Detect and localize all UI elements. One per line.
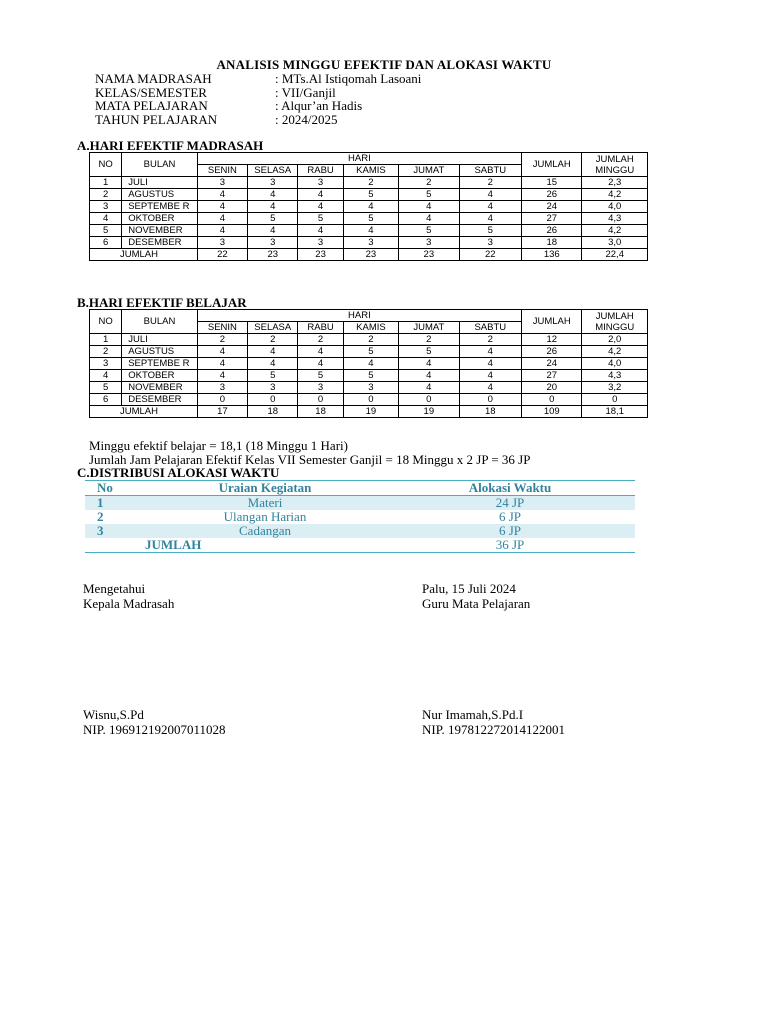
mengetahui-label: Mengetahui — [83, 581, 146, 596]
cell-day: 4 — [459, 346, 522, 358]
cell-day: 2 — [459, 334, 522, 346]
dist-no: 3 — [85, 524, 145, 538]
cell-no: 2 — [90, 346, 122, 358]
dist-alokasi: 6 JP — [385, 524, 635, 538]
distribusi-alokasi-table — [85, 480, 635, 553]
total-day: 22 — [459, 249, 522, 261]
cell-day: 4 — [248, 189, 298, 201]
guru-nip: NIP. 197812272014122001 — [422, 722, 566, 737]
header-jumlah-minggu: JUMLAH MINGGU — [582, 310, 648, 334]
dist-no: 2 — [97, 509, 104, 524]
cell-minggu: 4,2 — [582, 189, 648, 201]
cell-jumlah: 15 — [522, 177, 582, 189]
info-value: : VII/Ganjil — [275, 84, 336, 100]
cell-minggu: 4,3 — [582, 370, 648, 382]
signature-right — [422, 581, 530, 611]
total-label: JUMLAH — [90, 406, 198, 418]
header-day: JUMAT — [399, 322, 459, 334]
header-bulan: BULAN — [122, 310, 198, 334]
total-day: 19 — [399, 406, 459, 418]
cell-day: 5 — [459, 225, 522, 237]
dist-total-alokasi: 36 JP — [385, 538, 635, 553]
header-day: RABU — [298, 165, 343, 177]
cell-day: 4 — [197, 189, 247, 201]
cell-jumlah: 20 — [522, 382, 582, 394]
table-row — [90, 382, 648, 394]
cell-bulan: AGUSTUS — [122, 346, 198, 358]
cell-no: 6 — [90, 237, 122, 249]
dist-row — [85, 496, 635, 511]
cell-day: 2 — [399, 177, 459, 189]
place-date: Palu, 15 Juli 2024 — [422, 581, 516, 596]
table-row — [90, 177, 648, 189]
info-value: : 2024/2025 — [275, 111, 338, 127]
cell-day: 4 — [197, 213, 247, 225]
table-row — [90, 346, 648, 358]
cell-day: 4 — [197, 201, 247, 213]
cell-day: 4 — [459, 370, 522, 382]
table-row — [90, 370, 648, 382]
cell-day: 3 — [197, 177, 247, 189]
cell-bulan: DESEMBER — [122, 237, 198, 249]
cell-bulan: OKTOBER — [122, 370, 198, 382]
cell-bulan: SEPTEMBE R — [122, 358, 198, 370]
dist-row — [85, 510, 635, 524]
kepala-nip: NIP. 196912192007011028 — [83, 722, 226, 737]
cell-day: 3 — [248, 177, 298, 189]
header-day: SENIN — [197, 165, 247, 177]
header-day: SELASA — [248, 322, 298, 334]
cell-day: 5 — [298, 370, 343, 382]
dist-kegiatan: Ulangan Harian — [223, 509, 307, 524]
cell-no: 1 — [90, 334, 122, 346]
cell-jumlah: 0 — [522, 394, 582, 406]
cell-jumlah: 26 — [522, 189, 582, 201]
header-bulan: BULAN — [122, 153, 198, 177]
cell-day: 5 — [343, 370, 398, 382]
cell-jumlah: 24 — [522, 358, 582, 370]
total-day: 23 — [298, 249, 343, 261]
cell-minggu: 0 — [582, 394, 648, 406]
header-day: SABTU — [459, 165, 522, 177]
cell-day: 4 — [399, 213, 459, 225]
cell-day: 4 — [399, 370, 459, 382]
cell-day: 4 — [197, 346, 247, 358]
total-jumlah: 109 — [522, 406, 582, 418]
cell-day: 5 — [343, 213, 398, 225]
table-row — [90, 394, 648, 406]
cell-minggu: 2,3 — [582, 177, 648, 189]
dist-kegiatan: Cadangan — [145, 524, 385, 538]
cell-day: 0 — [248, 394, 298, 406]
table-row — [90, 189, 648, 201]
total-day: 17 — [197, 406, 247, 418]
cell-bulan: JULI — [122, 177, 198, 189]
signature-left-name — [83, 707, 226, 737]
cell-day: 4 — [197, 370, 247, 382]
cell-no: 3 — [90, 201, 122, 213]
section-c-title: C.DISTRIBUSI ALOKASI WAKTU — [77, 465, 280, 480]
dist-total-row — [85, 538, 635, 553]
kepala-madrasah-label: Kepala Madrasah — [83, 596, 175, 611]
jumlah-jam-note: Jumlah Jam Pelajaran Efektif Kelas VII Semester Ganjil = 18 Minggu x 2 JP = 36 JP — [89, 452, 531, 467]
header-day: KAMIS — [343, 165, 398, 177]
document-title: ANALISIS MINGGU EFEKTIF DAN ALOKASI WAKTU — [216, 57, 552, 72]
dist-total-spacer — [85, 538, 145, 553]
cell-jumlah: 18 — [522, 237, 582, 249]
cell-jumlah: 12 — [522, 334, 582, 346]
cell-no: 4 — [90, 213, 122, 225]
cell-day: 4 — [197, 225, 247, 237]
cell-day: 2 — [197, 334, 247, 346]
cell-jumlah: 24 — [522, 201, 582, 213]
cell-day: 5 — [248, 370, 298, 382]
cell-day: 4 — [459, 382, 522, 394]
dist-alokasi: 6 JP — [498, 509, 522, 524]
header-no: NO — [90, 153, 122, 177]
info-label: MATA PELAJARAN — [95, 98, 208, 113]
dist-alokasi: 24 JP — [385, 496, 635, 511]
header-jumlah: JUMLAH — [522, 153, 582, 177]
total-day: 22 — [197, 249, 247, 261]
cell-day: 4 — [298, 225, 343, 237]
info-value: : Alqur’an Hadis — [275, 98, 363, 113]
cell-day: 3 — [248, 237, 298, 249]
cell-day: 5 — [298, 213, 343, 225]
cell-no: 2 — [90, 189, 122, 201]
cell-day: 2 — [343, 334, 398, 346]
total-label: JUMLAH — [90, 249, 198, 261]
cell-no: 4 — [90, 370, 122, 382]
cell-day: 3 — [343, 382, 398, 394]
cell-day: 5 — [399, 346, 459, 358]
dist-row — [85, 524, 635, 538]
cell-bulan: NOVEMBER — [122, 225, 198, 237]
cell-minggu: 4,2 — [582, 346, 648, 358]
minggu-efektif-note: Minggu efektif belajar = 18,1 (18 Minggu 1 Hari) — [89, 438, 348, 453]
cell-day: 4 — [298, 189, 343, 201]
header-no: NO — [90, 310, 122, 334]
cell-day: 4 — [459, 201, 522, 213]
info-label: NAMA MADRASAH — [95, 71, 212, 86]
cell-day: 2 — [343, 177, 398, 189]
cell-no: 5 — [90, 382, 122, 394]
cell-day: 4 — [459, 358, 522, 370]
total-day: 18 — [459, 406, 522, 418]
cell-day: 4 — [298, 201, 343, 213]
cell-day: 3 — [298, 237, 343, 249]
section-b-title: B.HARI EFEKTIF BELAJAR — [77, 295, 247, 310]
cell-day: 4 — [298, 358, 343, 370]
header-jumlah: JUMLAH — [522, 310, 582, 334]
cell-day: 4 — [343, 358, 398, 370]
info-label: TAHUN PELAJARAN — [95, 111, 218, 127]
info-row-kelas — [95, 86, 421, 100]
total-day: 23 — [399, 249, 459, 261]
cell-jumlah: 26 — [522, 346, 582, 358]
cell-day: 4 — [343, 201, 398, 213]
info-label: KELAS/SEMESTER — [95, 84, 207, 100]
total-row — [90, 406, 648, 418]
cell-bulan: AGUSTUS — [122, 189, 198, 201]
cell-bulan: JULI — [122, 334, 198, 346]
cell-day: 5 — [399, 225, 459, 237]
cell-day: 4 — [399, 201, 459, 213]
cell-day: 5 — [343, 189, 398, 201]
total-day: 23 — [343, 249, 398, 261]
cell-day: 2 — [459, 177, 522, 189]
cell-jumlah: 27 — [522, 213, 582, 225]
info-value: : MTs.Al Istiqomah Lasoani — [275, 71, 422, 86]
cell-day: 4 — [248, 358, 298, 370]
table-row — [90, 201, 648, 213]
cell-day: 4 — [399, 358, 459, 370]
cell-day: 2 — [298, 334, 343, 346]
cell-day: 4 — [248, 225, 298, 237]
cell-day: 4 — [343, 225, 398, 237]
cell-day: 3 — [197, 237, 247, 249]
guru-label: Guru Mata Pelajaran — [422, 596, 531, 611]
section-a-title: A.HARI EFEKTIF MADRASAH — [77, 138, 264, 153]
cell-day: 2 — [399, 334, 459, 346]
hari-efektif-belajar-table — [89, 309, 648, 418]
total-day: 23 — [248, 249, 298, 261]
cell-day: 0 — [343, 394, 398, 406]
cell-day: 5 — [248, 213, 298, 225]
dist-header-row — [85, 481, 635, 496]
cell-minggu: 3,2 — [582, 382, 648, 394]
cell-day: 3 — [459, 237, 522, 249]
signature-left — [83, 581, 174, 611]
total-day: 18 — [298, 406, 343, 418]
cell-day: 3 — [298, 382, 343, 394]
cell-bulan: NOVEMBER — [122, 382, 198, 394]
total-jumlah: 136 — [522, 249, 582, 261]
cell-day: 4 — [459, 213, 522, 225]
dist-header-alokasi: Alokasi Waktu — [385, 481, 635, 496]
identity-block — [95, 72, 421, 126]
cell-day: 4 — [399, 382, 459, 394]
table-row — [90, 358, 648, 370]
cell-day: 0 — [197, 394, 247, 406]
hari-efektif-madrasah-table — [89, 152, 648, 261]
header-hari: HARI — [197, 153, 521, 165]
cell-day: 0 — [298, 394, 343, 406]
table-row — [90, 237, 648, 249]
dist-no: 1 — [85, 496, 145, 511]
header-day: SABTU — [459, 322, 522, 334]
header-day: SENIN — [197, 322, 247, 334]
table-row — [90, 225, 648, 237]
cell-day: 4 — [459, 189, 522, 201]
cell-minggu: 4,2 — [582, 225, 648, 237]
kepala-name: Wisnu,S.Pd — [83, 707, 144, 722]
info-row-madrasah — [95, 72, 421, 86]
dist-kegiatan: Materi — [145, 496, 385, 511]
cell-no: 1 — [90, 177, 122, 189]
cell-bulan: OKTOBER — [122, 213, 198, 225]
dist-total-label: JUMLAH — [145, 538, 385, 553]
total-day: 19 — [343, 406, 398, 418]
cell-day: 0 — [399, 394, 459, 406]
info-row-mapel — [95, 99, 421, 113]
cell-day: 3 — [298, 177, 343, 189]
cell-bulan: DESEMBER — [122, 394, 198, 406]
total-row — [90, 249, 648, 261]
cell-minggu: 2,0 — [582, 334, 648, 346]
cell-day: 5 — [343, 346, 398, 358]
cell-minggu: 4,3 — [582, 213, 648, 225]
cell-day: 5 — [399, 189, 459, 201]
cell-day: 4 — [197, 358, 247, 370]
header-row — [90, 310, 648, 322]
header-hari: HARI — [197, 310, 521, 322]
cell-jumlah: 26 — [522, 225, 582, 237]
cell-minggu: 3,0 — [582, 237, 648, 249]
cell-bulan: SEPTEMBE R — [122, 201, 198, 213]
cell-day: 3 — [248, 382, 298, 394]
header-day: RABU — [298, 322, 343, 334]
dist-header-no: No — [85, 481, 145, 496]
cell-jumlah: 27 — [522, 370, 582, 382]
cell-day: 3 — [399, 237, 459, 249]
cell-day: 4 — [298, 346, 343, 358]
header-day: JUMAT — [399, 165, 459, 177]
cell-day: 4 — [248, 346, 298, 358]
cell-minggu: 4,0 — [582, 358, 648, 370]
cell-day: 0 — [459, 394, 522, 406]
header-day: SELASA — [248, 165, 298, 177]
cell-day: 3 — [343, 237, 398, 249]
cell-no: 6 — [90, 394, 122, 406]
table-row — [90, 213, 648, 225]
cell-day: 4 — [248, 201, 298, 213]
header-day: KAMIS — [343, 322, 398, 334]
header-jumlah-minggu: JUMLAH MINGGU — [582, 153, 648, 177]
guru-name: Nur Imamah,S.Pd.I — [422, 707, 524, 722]
table-row — [90, 334, 648, 346]
dist-header-kegiatan: Uraian Kegiatan — [145, 481, 385, 496]
header-row — [90, 153, 648, 165]
signature-right-name — [422, 707, 565, 737]
cell-minggu: 4,0 — [582, 201, 648, 213]
cell-day: 2 — [248, 334, 298, 346]
cell-no: 3 — [90, 358, 122, 370]
info-row-tahun — [95, 113, 421, 127]
cell-day: 3 — [197, 382, 247, 394]
total-day: 18 — [248, 406, 298, 418]
total-minggu: 22,4 — [582, 249, 648, 261]
total-minggu: 18,1 — [582, 406, 648, 418]
cell-no: 5 — [90, 225, 122, 237]
